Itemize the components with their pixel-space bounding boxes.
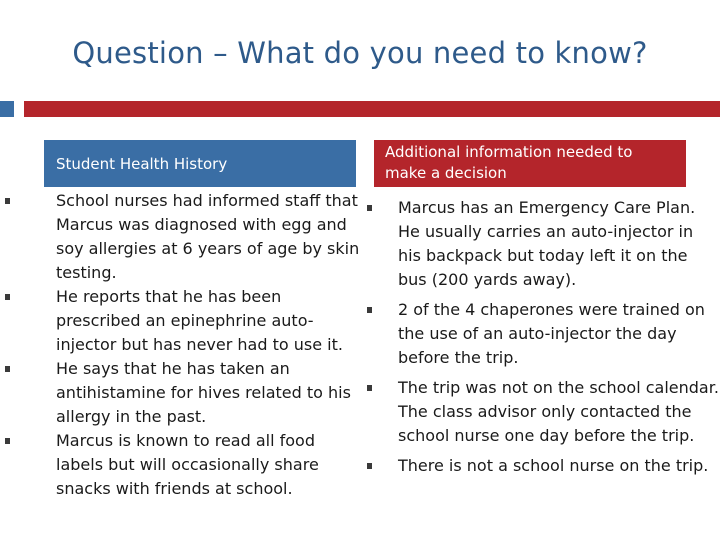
list-item — [362, 298, 720, 370]
list-item — [0, 429, 360, 501]
list-item — [0, 357, 360, 429]
list-item — [362, 196, 720, 292]
bullet-icon — [5, 438, 10, 444]
title-rule-red — [24, 101, 720, 117]
list-item-text: He says that he has taken an antihistamine for hives related to his allergy in the past. — [56, 359, 351, 426]
slide-title: Question – What do you need to know? — [72, 36, 648, 70]
student-health-history-list — [0, 189, 360, 501]
list-item — [0, 189, 360, 285]
list-item-text: Marcus has an Emergency Care Plan. He usually carries an auto-injector in his backpack but today left it on the bus (200 yards away). — [398, 198, 696, 289]
list-item-text: The trip was not on the school calendar. The class advisor only contacted the school nurse one day before the trip. — [398, 378, 719, 445]
bullet-icon — [367, 385, 372, 391]
bullet-icon — [367, 205, 372, 211]
list-item — [362, 454, 720, 478]
list-item-text: School nurses had informed staff that Marcus was diagnosed with egg and soy allergies at 6 years of age by skin testing. — [56, 191, 360, 282]
list-item — [362, 376, 720, 448]
bullet-icon — [5, 366, 10, 372]
list-item-text: Marcus is known to read all food labels but will occasionally share snacks with friends at school. — [56, 431, 319, 498]
left-column-heading: Student Health History — [44, 140, 356, 187]
bullet-icon — [367, 463, 372, 469]
list-item-text: There is not a school nurse on the trip. — [398, 456, 709, 475]
title-rule-blue — [0, 101, 14, 117]
list-item-text: 2 of the 4 chaperones were trained on the use of an auto-injector the day before the trip. — [398, 300, 705, 367]
list-item-text: He reports that he has been prescribed an epinephrine auto-injector but has never had to use it. — [56, 287, 343, 354]
right-column-heading: Additional information needed to make a decision — [374, 140, 686, 187]
bullet-icon — [5, 198, 10, 204]
bullet-icon — [367, 307, 372, 313]
list-item — [0, 285, 360, 357]
bullet-icon — [5, 294, 10, 300]
additional-information-list — [362, 196, 720, 484]
